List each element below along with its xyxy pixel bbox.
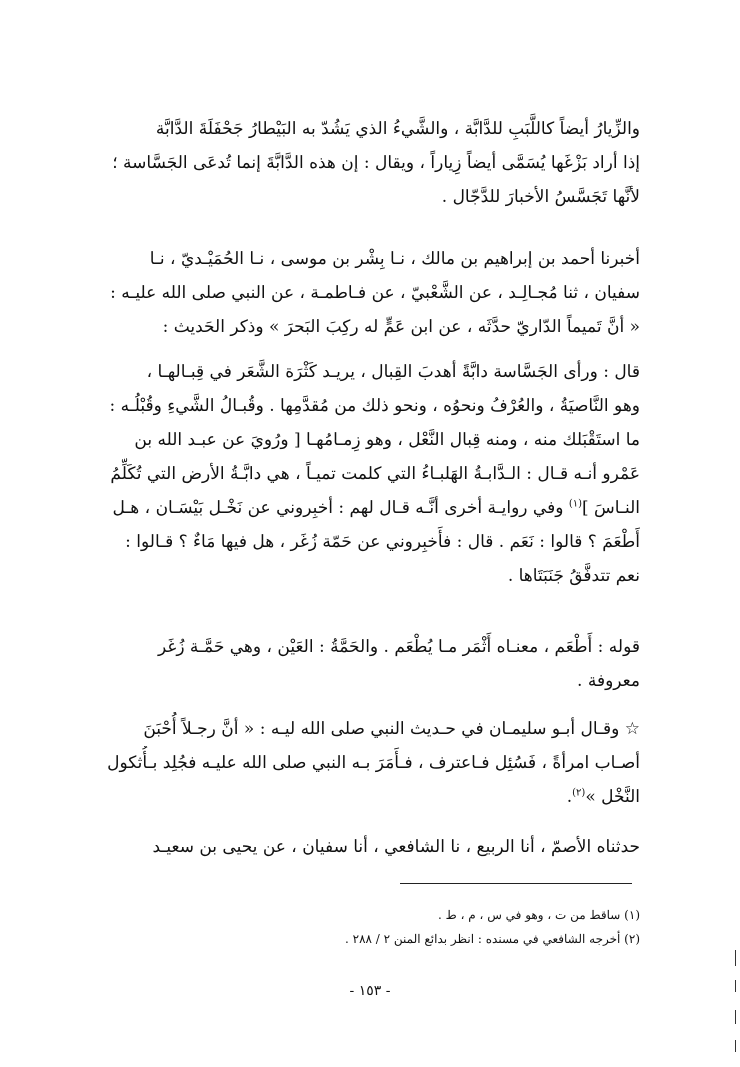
text-fragment: وفي روايـة أخرى أنَّـه قـال لهم : أخبِروني عن نَخْـل بَيْسَـان ، هـل xyxy=(112,498,564,518)
page-number: - ١٥٣ - xyxy=(349,983,391,999)
paragraph-haddathana xyxy=(64,830,640,864)
edge-mark xyxy=(735,980,736,992)
paragraph-atam xyxy=(64,630,640,698)
paragraph-jassasa xyxy=(64,355,640,593)
footnote-divider xyxy=(400,883,632,884)
text-line: والزِّيارُ أيضاً كاللَّبَبِ للدَّابَّة ، والشَّيءُ الذي يَشُدّ به البَيْطارُ جَحْفَلَةَ الدَّابَّة xyxy=(155,119,640,139)
text-fragment: النَّخْل » xyxy=(585,787,640,807)
footnote-2: (٢) أخرجه الشافعي في مسنده : انظر بدائع المنن ٢ / ٢٨٨ . xyxy=(344,932,640,946)
paragraph-abu-sulayman xyxy=(64,712,640,814)
text-line: أَطْعَمَ ؟ قالوا : نَعَم . قال : فأَخبِروني عن حَمّة زُغَر ، هل فيها مَاءٌ ؟ قـالوا : xyxy=(125,532,640,552)
edge-mark xyxy=(735,1040,736,1052)
text-line: ما استَقْبَلك منه ، ومنه قِبال النَّعْل ، وهو زِمـامُهـا [ ورُويَ عن عبـد الله بن xyxy=(134,430,640,450)
text-line: إذا أراد بَزْغَها يُسَمَّى أيضاً زِياراً ، ويقال : إن هذه الدَّابَّةَ إنما تُدعَى الجَسَّاسة ؛ xyxy=(112,153,640,173)
text-line: قوله : أَطْعَم ، معنـاه أَثْمَر مـا يُطْعَم . والحَمَّةُ : العَيْن ، وهي حَمَّـة زُغَر xyxy=(158,637,640,657)
text-line: ☆ وقـال أبـو سليمـان في حـديث النبي صلى الله ليـه : « أنَّ رجـلاً أُحْبَنَ xyxy=(143,719,640,739)
text-line xyxy=(64,491,640,525)
text-line: سفيان ، ثنا مُجـالِـد ، عن الشَّعْبيّ ، عن فـاطمـة ، عن النبي صلى الله عليـه : xyxy=(110,283,640,303)
text-line: أصـاب امرأةً ، فَسُئِل فـاعترف ، فـأَمَرَ بـه النبي صلى الله عليـه فجُلِد بـأُثكول xyxy=(107,753,640,773)
text-line: نعم تتدفَّقُ جَنَبَتَاها . xyxy=(507,566,640,586)
paragraph-isnad xyxy=(64,242,640,344)
text-line: « أنَّ تَميماً الدّاريّ حدَّثَه ، عن ابن عَمٍّ له ركِبَ البَحرَ » وذكر الحَديث : xyxy=(162,317,640,337)
footnote-1: (١) ساقط من ت ، وهو في س ، م ، ط . xyxy=(438,908,640,922)
text-line: معروفة . xyxy=(577,671,640,691)
text-line: وهو النَّاصيَةُ ، والعُرْفُ ونحوُه ، ونحو ذلك من مُقدَّمِها . وقُبـالُ الشَّيءِ وقُبْلُـه : xyxy=(109,396,640,416)
text-fragment: النـاسَ ] xyxy=(582,498,640,518)
edge-mark xyxy=(735,1010,736,1024)
text-line: حدثناه الأصمّ ، أنا الربيع ، نا الشافعي ، أنا سفيان ، عن يحيى بن سعيـد xyxy=(152,837,640,857)
text-line: لأنَّها تَجَسَّسُ الأخبارَ للدَّجّال . xyxy=(441,187,640,207)
text-line: النَّخْل »$^{(٢)}$. xyxy=(566,787,640,807)
edge-mark xyxy=(735,950,736,966)
footnote-ref: (٢) xyxy=(572,787,586,799)
text-line: عَمْرو أنـه قـال : الـدَّابـةُ الهَلبـاءُ التي كلمت تميـاً ، هي دابَّـةُ الأرض التي تُكَلِّمُ xyxy=(110,464,640,484)
footnotes xyxy=(120,903,640,951)
footnote-ref: (١) xyxy=(568,498,583,510)
paragraph-ziyar xyxy=(64,112,640,214)
text-line: أخبرنا أحمد بن إبراهيم بن مالك ، نـا بِشْر بن موسى ، نـا الحُمَيْـديّ ، نـا xyxy=(149,249,640,269)
text-line: قال : ورأى الجَسَّاسة دابَّةً أهدبَ القِبال ، يريـد كَثْرَة الشَّعَر في قِبـالهـا ، xyxy=(146,362,640,382)
